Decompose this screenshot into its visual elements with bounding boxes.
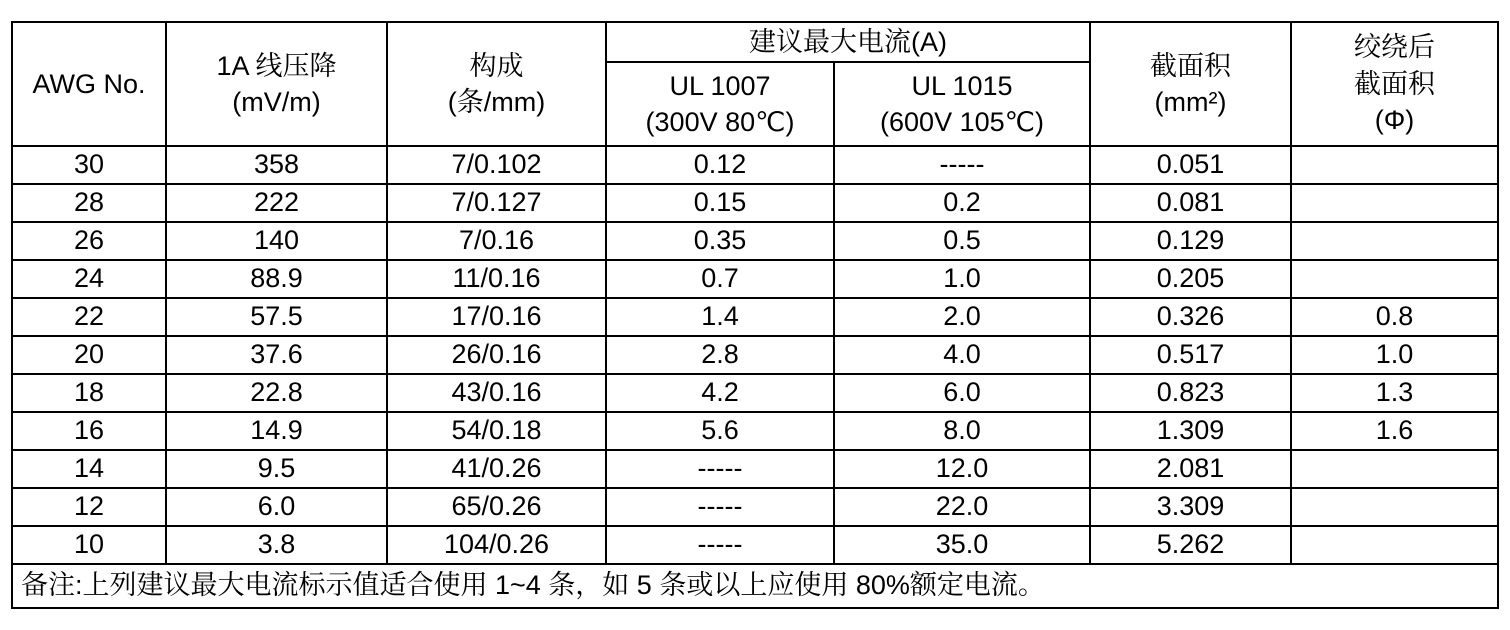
cell-ul1007: 2.8	[606, 336, 834, 374]
cell-twisted-area	[1291, 488, 1498, 526]
cell-ul1007: 4.2	[606, 374, 834, 412]
twisted-area-label-line1: 绞绕后	[1354, 32, 1435, 63]
table-row	[12, 146, 1498, 184]
ul1007-label-line2: (300V 80℃)	[645, 107, 795, 137]
cell-ul1015: 6.0	[834, 374, 1090, 412]
table-row	[12, 336, 1498, 374]
col-header-twisted-area	[1291, 22, 1498, 146]
cell-ul1015: -----	[834, 146, 1090, 184]
cell-awg: 20	[12, 336, 166, 374]
cell-twisted-area	[1291, 222, 1498, 260]
cell-twisted-area: 1.0	[1291, 336, 1498, 374]
table-row	[12, 488, 1498, 526]
composition-label-line1: 构成	[469, 50, 524, 81]
header-group-row	[12, 22, 1498, 62]
table-row	[12, 260, 1498, 298]
cell-awg: 30	[12, 146, 166, 184]
cell-twisted-area: 0.8	[1291, 298, 1498, 336]
cell-voltage-drop: 3.8	[166, 526, 387, 564]
cell-awg: 10	[12, 526, 166, 564]
table-row	[12, 298, 1498, 336]
cell-awg: 18	[12, 374, 166, 412]
col-header-voltage-drop	[166, 22, 387, 146]
cell-ul1007: -----	[606, 526, 834, 564]
cell-ul1007: -----	[606, 450, 834, 488]
table-header	[12, 22, 1498, 146]
cell-voltage-drop: 14.9	[166, 412, 387, 450]
cell-twisted-area	[1291, 526, 1498, 564]
cell-ul1015: 12.0	[834, 450, 1090, 488]
note-row	[12, 564, 1498, 608]
cell-awg: 14	[12, 450, 166, 488]
cell-voltage-drop: 140	[166, 222, 387, 260]
cell-composition: 7/0.16	[387, 222, 606, 260]
cell-composition: 54/0.18	[387, 412, 606, 450]
area-label-line1: 截面积	[1150, 50, 1231, 81]
ul1015-label-line1: UL 1015	[911, 70, 1013, 101]
note-text: 备注:上列建议最大电流标示值适合使用 1~4 条，如 5 条或以上应使用 80%额定电流。	[12, 564, 1498, 608]
cell-awg: 24	[12, 260, 166, 298]
voltage-drop-label-line1: 1A 线压降	[216, 50, 337, 81]
cell-ul1007: 5.6	[606, 412, 834, 450]
cell-twisted-area: 1.3	[1291, 374, 1498, 412]
cell-awg: 16	[12, 412, 166, 450]
table-row	[12, 184, 1498, 222]
cell-composition: 41/0.26	[387, 450, 606, 488]
cell-ul1007: 0.15	[606, 184, 834, 222]
cell-twisted-area	[1291, 184, 1498, 222]
cell-twisted-area: 1.6	[1291, 412, 1498, 450]
cell-voltage-drop: 57.5	[166, 298, 387, 336]
cell-awg: 12	[12, 488, 166, 526]
cell-composition: 104/0.26	[387, 526, 606, 564]
cell-ul1015: 4.0	[834, 336, 1090, 374]
cell-ul1007: -----	[606, 488, 834, 526]
cell-area: 1.309	[1090, 412, 1291, 450]
cell-awg: 22	[12, 298, 166, 336]
composition-label-line2: (条/mm)	[447, 87, 546, 117]
col-header-max-current-group	[606, 22, 1090, 62]
cell-ul1015: 0.5	[834, 222, 1090, 260]
col-header-area	[1090, 22, 1291, 146]
voltage-drop-label-line2: (mV/m)	[232, 87, 321, 117]
table-row	[12, 412, 1498, 450]
cell-voltage-drop: 37.6	[166, 336, 387, 374]
awg-header-label: AWG No.	[32, 68, 146, 99]
cell-voltage-drop: 88.9	[166, 260, 387, 298]
cell-composition: 7/0.102	[387, 146, 606, 184]
table-footer	[12, 564, 1498, 608]
table-row	[12, 450, 1498, 488]
cell-voltage-drop: 22.8	[166, 374, 387, 412]
max-current-group-label: 建议最大电流(A)	[749, 26, 947, 57]
col-header-ul1007	[606, 62, 834, 146]
cell-area: 0.823	[1090, 374, 1291, 412]
cell-ul1007: 0.7	[606, 260, 834, 298]
cell-voltage-drop: 9.5	[166, 450, 387, 488]
col-header-composition	[387, 22, 606, 146]
cell-composition: 7/0.127	[387, 184, 606, 222]
area-label-line2: (mm²)	[1154, 87, 1227, 117]
cell-area: 3.309	[1090, 488, 1291, 526]
cell-ul1015: 1.0	[834, 260, 1090, 298]
ul1015-label-line2: (600V 105℃)	[880, 107, 1044, 137]
twisted-area-label-line2: 截面积	[1354, 68, 1435, 99]
cell-ul1015: 2.0	[834, 298, 1090, 336]
cell-ul1007: 0.35	[606, 222, 834, 260]
cell-composition: 65/0.26	[387, 488, 606, 526]
cell-area: 5.262	[1090, 526, 1291, 564]
cell-composition: 26/0.16	[387, 336, 606, 374]
cell-twisted-area	[1291, 146, 1498, 184]
cell-area: 0.051	[1090, 146, 1291, 184]
table-row	[12, 222, 1498, 260]
cell-ul1015: 35.0	[834, 526, 1090, 564]
cell-area: 0.326	[1090, 298, 1291, 336]
table-body	[12, 146, 1498, 564]
ul1007-label-line1: UL 1007	[669, 70, 771, 101]
cell-ul1015: 0.2	[834, 184, 1090, 222]
cell-ul1007: 0.12	[606, 146, 834, 184]
col-header-ul1015	[834, 62, 1090, 146]
cell-voltage-drop: 222	[166, 184, 387, 222]
cell-area: 2.081	[1090, 450, 1291, 488]
cell-composition: 11/0.16	[387, 260, 606, 298]
cell-awg: 28	[12, 184, 166, 222]
cell-twisted-area	[1291, 260, 1498, 298]
twisted-area-label-line3: (Φ)	[1374, 105, 1415, 136]
cell-composition: 17/0.16	[387, 298, 606, 336]
cell-area: 0.129	[1090, 222, 1291, 260]
cell-ul1007: 1.4	[606, 298, 834, 336]
cell-voltage-drop: 6.0	[166, 488, 387, 526]
col-header-awg	[12, 22, 166, 146]
table-row	[12, 526, 1498, 564]
cell-area: 0.205	[1090, 260, 1291, 298]
cell-area: 0.081	[1090, 184, 1291, 222]
cell-ul1015: 22.0	[834, 488, 1090, 526]
cell-voltage-drop: 358	[166, 146, 387, 184]
cell-ul1015: 8.0	[834, 412, 1090, 450]
cell-area: 0.517	[1090, 336, 1291, 374]
awg-wire-spec-table	[11, 21, 1499, 609]
cell-composition: 43/0.16	[387, 374, 606, 412]
cell-twisted-area	[1291, 450, 1498, 488]
table-row	[12, 374, 1498, 412]
cell-awg: 26	[12, 222, 166, 260]
